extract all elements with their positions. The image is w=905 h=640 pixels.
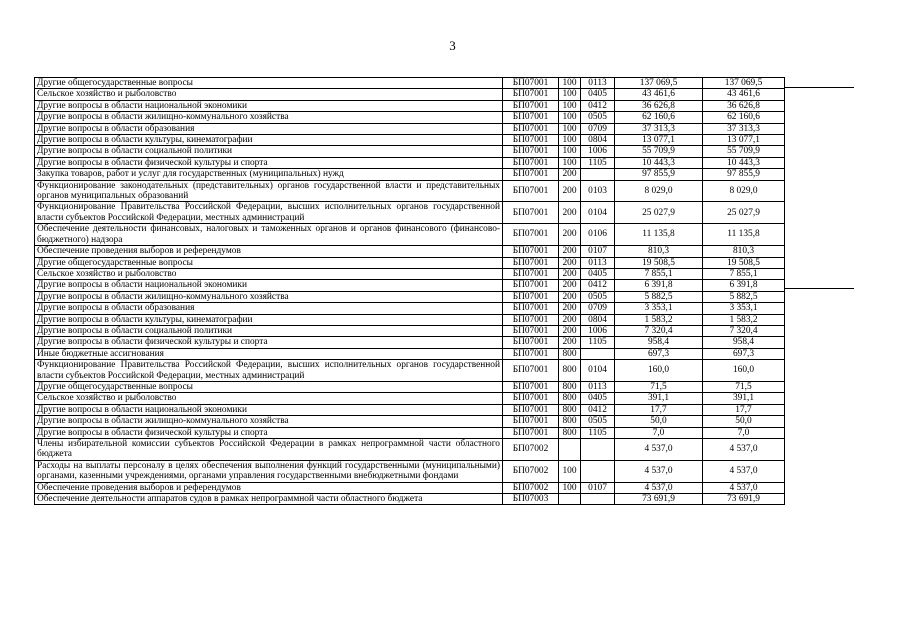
row-expense-type: 100 bbox=[559, 460, 581, 482]
row-target-code: БП07001 bbox=[503, 268, 559, 279]
row-section-code: 1006 bbox=[581, 146, 615, 157]
row-name: Другие вопросы в области физической культуры и спорта bbox=[35, 427, 503, 438]
row-amount-2: 97 855,9 bbox=[703, 169, 785, 180]
row-target-code: БП07001 bbox=[503, 100, 559, 111]
row-section-code bbox=[581, 169, 615, 180]
row-target-code: БП07001 bbox=[503, 337, 559, 348]
row-amount-2: 17,7 bbox=[703, 404, 785, 415]
row-target-code: БП07001 bbox=[503, 78, 559, 89]
row-amount-1: 50,0 bbox=[615, 416, 703, 427]
row-name: Закупка товаров, работ и услуг для государственных (муниципальных) нужд bbox=[35, 169, 503, 180]
row-expense-type: 100 bbox=[559, 157, 581, 168]
row-expense-type: 200 bbox=[559, 280, 581, 291]
row-target-code: БП07001 bbox=[503, 146, 559, 157]
row-expense-type: 200 bbox=[559, 169, 581, 180]
row-expense-type: 200 bbox=[559, 303, 581, 314]
row-amount-1: 36 626,8 bbox=[615, 100, 703, 111]
row-expense-type: 800 bbox=[559, 404, 581, 415]
row-target-code: БП07001 bbox=[503, 303, 559, 314]
row-name: Другие вопросы в области социальной политики bbox=[35, 325, 503, 336]
row-name: Другие вопросы в области национальной экономики bbox=[35, 280, 503, 291]
row-target-code: БП07003 bbox=[503, 494, 559, 505]
table-tail-line bbox=[784, 87, 854, 88]
row-amount-2: 958,4 bbox=[703, 337, 785, 348]
row-amount-2: 391,1 bbox=[703, 393, 785, 404]
row-expense-type: 800 bbox=[559, 360, 581, 382]
row-name: Сельское хозяйство и рыболовство bbox=[35, 268, 503, 279]
row-expense-type: 100 bbox=[559, 123, 581, 134]
row-name: Обеспечение деятельности финансовых, налоговых и таможенных органов и органов финансового (финансово-бюджетного) надзора bbox=[35, 224, 503, 246]
row-amount-2: 810,3 bbox=[703, 246, 785, 257]
row-section-code: 0107 bbox=[581, 246, 615, 257]
row-amount-1: 13 077,1 bbox=[615, 135, 703, 146]
row-amount-1: 7 855,1 bbox=[615, 268, 703, 279]
row-expense-type: 200 bbox=[559, 337, 581, 348]
row-amount-2: 19 508,5 bbox=[703, 257, 785, 268]
row-expense-type: 800 bbox=[559, 416, 581, 427]
row-amount-1: 958,4 bbox=[615, 337, 703, 348]
table-row bbox=[35, 427, 785, 438]
row-target-code: БП07001 bbox=[503, 325, 559, 336]
row-amount-1: 97 855,9 bbox=[615, 169, 703, 180]
row-name: Иные бюджетные ассигнования bbox=[35, 348, 503, 359]
row-name: Другие вопросы в области физической культуры и спорта bbox=[35, 157, 503, 168]
row-target-code: БП07001 bbox=[503, 89, 559, 100]
row-name: Другие вопросы в области национальной экономики bbox=[35, 100, 503, 111]
row-target-code: БП07001 bbox=[503, 246, 559, 257]
row-expense-type: 800 bbox=[559, 393, 581, 404]
row-section-code: 0804 bbox=[581, 314, 615, 325]
row-target-code: БП07001 bbox=[503, 135, 559, 146]
row-amount-2: 4 537,0 bbox=[703, 460, 785, 482]
row-name: Обеспечение проведения выборов и референдумов bbox=[35, 482, 503, 493]
row-target-code: БП07001 bbox=[503, 314, 559, 325]
row-section-code bbox=[581, 460, 615, 482]
row-amount-2: 10 443,3 bbox=[703, 157, 785, 168]
row-target-code: БП07001 bbox=[503, 157, 559, 168]
row-target-code: БП07001 bbox=[503, 180, 559, 202]
table-row bbox=[35, 157, 785, 168]
row-section-code bbox=[581, 348, 615, 359]
row-section-code: 0113 bbox=[581, 257, 615, 268]
row-section-code: 0106 bbox=[581, 224, 615, 246]
row-name: Другие вопросы в области образования bbox=[35, 123, 503, 134]
row-name: Другие вопросы в области физической культуры и спорта bbox=[35, 337, 503, 348]
row-expense-type: 100 bbox=[559, 100, 581, 111]
table-row bbox=[35, 135, 785, 146]
table-row bbox=[35, 123, 785, 134]
row-section-code: 0405 bbox=[581, 268, 615, 279]
row-section-code: 0505 bbox=[581, 112, 615, 123]
row-expense-type: 200 bbox=[559, 246, 581, 257]
row-name: Другие общегосударственные вопросы bbox=[35, 257, 503, 268]
row-amount-1: 5 882,5 bbox=[615, 291, 703, 302]
row-target-code: БП07001 bbox=[503, 257, 559, 268]
row-amount-2: 8 029,0 bbox=[703, 180, 785, 202]
row-section-code: 0113 bbox=[581, 381, 615, 392]
row-section-code: 0405 bbox=[581, 89, 615, 100]
row-name: Другие вопросы в области социальной политики bbox=[35, 146, 503, 157]
row-amount-1: 37 313,3 bbox=[615, 123, 703, 134]
row-amount-1: 7 320,4 bbox=[615, 325, 703, 336]
row-expense-type: 100 bbox=[559, 482, 581, 493]
table-row bbox=[35, 460, 785, 482]
row-expense-type bbox=[559, 439, 581, 461]
table-row bbox=[35, 337, 785, 348]
row-amount-2: 43 461,6 bbox=[703, 89, 785, 100]
row-target-code: БП07001 bbox=[503, 224, 559, 246]
row-expense-type: 100 bbox=[559, 146, 581, 157]
row-name: Другие вопросы в области образования bbox=[35, 303, 503, 314]
row-expense-type: 200 bbox=[559, 180, 581, 202]
row-target-code: БП07001 bbox=[503, 348, 559, 359]
row-amount-2: 160,0 bbox=[703, 360, 785, 382]
table-row bbox=[35, 393, 785, 404]
row-amount-1: 4 537,0 bbox=[615, 460, 703, 482]
row-target-code: БП07001 bbox=[503, 169, 559, 180]
row-amount-2: 62 160,6 bbox=[703, 112, 785, 123]
table-row bbox=[35, 100, 785, 111]
row-name: Другие вопросы в области культуры, кинематографии bbox=[35, 314, 503, 325]
row-expense-type: 100 bbox=[559, 112, 581, 123]
row-amount-2: 1 583,2 bbox=[703, 314, 785, 325]
table-row bbox=[35, 303, 785, 314]
row-section-code: 1105 bbox=[581, 157, 615, 168]
row-amount-1: 160,0 bbox=[615, 360, 703, 382]
row-amount-2: 25 027,9 bbox=[703, 202, 785, 224]
row-expense-type: 200 bbox=[559, 202, 581, 224]
table-row bbox=[35, 257, 785, 268]
row-section-code: 0412 bbox=[581, 100, 615, 111]
row-section-code: 0405 bbox=[581, 393, 615, 404]
row-section-code: 0412 bbox=[581, 280, 615, 291]
row-amount-2: 11 135,8 bbox=[703, 224, 785, 246]
row-expense-type: 800 bbox=[559, 381, 581, 392]
row-expense-type: 200 bbox=[559, 268, 581, 279]
budget-table bbox=[34, 77, 785, 505]
table-row bbox=[35, 268, 785, 279]
row-amount-1: 62 160,6 bbox=[615, 112, 703, 123]
table-row bbox=[35, 89, 785, 100]
row-amount-1: 391,1 bbox=[615, 393, 703, 404]
table-row bbox=[35, 360, 785, 382]
table-row bbox=[35, 381, 785, 392]
row-expense-type: 200 bbox=[559, 224, 581, 246]
table-row bbox=[35, 494, 785, 505]
row-target-code: БП07001 bbox=[503, 404, 559, 415]
row-amount-2: 36 626,8 bbox=[703, 100, 785, 111]
row-amount-2: 697,3 bbox=[703, 348, 785, 359]
row-target-code: БП07001 bbox=[503, 360, 559, 382]
row-section-code bbox=[581, 439, 615, 461]
row-section-code: 0103 bbox=[581, 180, 615, 202]
page-number: 3 bbox=[449, 38, 456, 53]
row-name: Сельское хозяйство и рыболовство bbox=[35, 393, 503, 404]
row-section-code: 0104 bbox=[581, 202, 615, 224]
table-row bbox=[35, 146, 785, 157]
table-row bbox=[35, 169, 785, 180]
row-name: Функционирование Правительства Российской Федерации, высших исполнительных органов государственной власти субъектов Российской Федерации, местных администраций bbox=[35, 360, 503, 382]
row-target-code: БП07002 bbox=[503, 460, 559, 482]
row-amount-2: 3 353,1 bbox=[703, 303, 785, 314]
row-target-code: БП07001 bbox=[503, 123, 559, 134]
row-expense-type: 100 bbox=[559, 78, 581, 89]
row-section-code: 0505 bbox=[581, 416, 615, 427]
table-row bbox=[35, 314, 785, 325]
table-row bbox=[35, 439, 785, 461]
row-amount-1: 3 353,1 bbox=[615, 303, 703, 314]
row-amount-1: 6 391,8 bbox=[615, 280, 703, 291]
row-target-code: БП07001 bbox=[503, 393, 559, 404]
row-amount-2: 13 077,1 bbox=[703, 135, 785, 146]
row-section-code: 0107 bbox=[581, 482, 615, 493]
row-expense-type: 200 bbox=[559, 291, 581, 302]
row-amount-2: 37 313,3 bbox=[703, 123, 785, 134]
row-amount-2: 4 537,0 bbox=[703, 439, 785, 461]
row-expense-type: 200 bbox=[559, 257, 581, 268]
row-expense-type: 100 bbox=[559, 135, 581, 146]
row-target-code: БП07002 bbox=[503, 482, 559, 493]
row-amount-2: 6 391,8 bbox=[703, 280, 785, 291]
row-name: Другие вопросы в области жилищно-коммунального хозяйства bbox=[35, 416, 503, 427]
row-section-code: 0804 bbox=[581, 135, 615, 146]
row-amount-2: 5 882,5 bbox=[703, 291, 785, 302]
row-section-code: 0505 bbox=[581, 291, 615, 302]
row-expense-type: 200 bbox=[559, 314, 581, 325]
row-section-code: 0113 bbox=[581, 78, 615, 89]
row-amount-2: 7 320,4 bbox=[703, 325, 785, 336]
row-expense-type: 100 bbox=[559, 89, 581, 100]
row-amount-1: 7,0 bbox=[615, 427, 703, 438]
row-name: Расходы на выплаты персоналу в целях обеспечения выполнения функций государственными (муниципальными) органами, казенными учреждениями, органами управления государственными внебюджетными фондами bbox=[35, 460, 503, 482]
row-section-code: 0412 bbox=[581, 404, 615, 415]
row-amount-1: 8 029,0 bbox=[615, 180, 703, 202]
row-name: Другие вопросы в области жилищно-коммунального хозяйства bbox=[35, 291, 503, 302]
row-amount-1: 73 691,9 bbox=[615, 494, 703, 505]
row-section-code: 1006 bbox=[581, 325, 615, 336]
row-amount-2: 4 537,0 bbox=[703, 482, 785, 493]
row-amount-2: 7,0 bbox=[703, 427, 785, 438]
row-amount-1: 697,3 bbox=[615, 348, 703, 359]
row-amount-1: 810,3 bbox=[615, 246, 703, 257]
row-name: Обеспечение проведения выборов и референдумов bbox=[35, 246, 503, 257]
row-name: Члены избирательной комиссии субъектов Российской Федерации в рамках непрограммной части областного бюджета bbox=[35, 439, 503, 461]
row-amount-1: 10 443,3 bbox=[615, 157, 703, 168]
table-row bbox=[35, 416, 785, 427]
row-name: Другие вопросы в области жилищно-коммунального хозяйства bbox=[35, 112, 503, 123]
table-row bbox=[35, 224, 785, 246]
row-target-code: БП07001 bbox=[503, 291, 559, 302]
row-name: Другие вопросы в области национальной экономики bbox=[35, 404, 503, 415]
row-name: Другие общегосударственные вопросы bbox=[35, 381, 503, 392]
row-amount-1: 1 583,2 bbox=[615, 314, 703, 325]
row-amount-2: 137 069,5 bbox=[703, 78, 785, 89]
table-row bbox=[35, 348, 785, 359]
row-name: Функционирование законодательных (представительных) органов государственной власти и представительных органов муниципальных образований bbox=[35, 180, 503, 202]
row-section-code: 0709 bbox=[581, 123, 615, 134]
row-amount-1: 43 461,6 bbox=[615, 89, 703, 100]
row-target-code: БП07001 bbox=[503, 202, 559, 224]
table-row bbox=[35, 280, 785, 291]
table-row bbox=[35, 180, 785, 202]
row-amount-1: 137 069,5 bbox=[615, 78, 703, 89]
row-amount-2: 71,5 bbox=[703, 381, 785, 392]
row-name: Обеспечение деятельности аппаратов судов в рамках непрограммной части областного бюджета bbox=[35, 494, 503, 505]
row-section-code: 0709 bbox=[581, 303, 615, 314]
row-expense-type: 800 bbox=[559, 348, 581, 359]
table-row bbox=[35, 482, 785, 493]
row-amount-2: 50,0 bbox=[703, 416, 785, 427]
row-amount-2: 55 709,9 bbox=[703, 146, 785, 157]
row-amount-1: 25 027,9 bbox=[615, 202, 703, 224]
row-expense-type bbox=[559, 494, 581, 505]
table-row bbox=[35, 112, 785, 123]
table-row bbox=[35, 78, 785, 89]
row-name: Сельское хозяйство и рыболовство bbox=[35, 89, 503, 100]
row-target-code: БП07001 bbox=[503, 381, 559, 392]
row-target-code: БП07001 bbox=[503, 112, 559, 123]
row-expense-type: 800 bbox=[559, 427, 581, 438]
row-section-code: 0104 bbox=[581, 360, 615, 382]
row-amount-2: 73 691,9 bbox=[703, 494, 785, 505]
row-expense-type: 200 bbox=[559, 325, 581, 336]
table-row bbox=[35, 404, 785, 415]
row-section-code bbox=[581, 494, 615, 505]
table-row bbox=[35, 291, 785, 302]
table-tail-line bbox=[784, 288, 854, 289]
row-name: Функционирование Правительства Российской Федерации, высших исполнительных органов государственной власти субъектов Российской Федерации, местных администраций bbox=[35, 202, 503, 224]
row-amount-1: 4 537,0 bbox=[615, 439, 703, 461]
row-amount-1: 71,5 bbox=[615, 381, 703, 392]
row-amount-2: 7 855,1 bbox=[703, 268, 785, 279]
table-row bbox=[35, 246, 785, 257]
row-target-code: БП07001 bbox=[503, 280, 559, 291]
row-target-code: БП07001 bbox=[503, 416, 559, 427]
row-section-code: 1105 bbox=[581, 427, 615, 438]
row-name: Другие вопросы в области культуры, кинематографии bbox=[35, 135, 503, 146]
row-target-code: БП07002 bbox=[503, 439, 559, 461]
row-amount-1: 55 709,9 bbox=[615, 146, 703, 157]
row-section-code: 1105 bbox=[581, 337, 615, 348]
table-row bbox=[35, 325, 785, 336]
row-amount-1: 17,7 bbox=[615, 404, 703, 415]
budget-table-body bbox=[35, 78, 785, 505]
row-amount-1: 19 508,5 bbox=[615, 257, 703, 268]
row-name: Другие общегосударственные вопросы bbox=[35, 78, 503, 89]
row-target-code: БП07001 bbox=[503, 427, 559, 438]
row-amount-1: 4 537,0 bbox=[615, 482, 703, 493]
table-row bbox=[35, 202, 785, 224]
row-amount-1: 11 135,8 bbox=[615, 224, 703, 246]
